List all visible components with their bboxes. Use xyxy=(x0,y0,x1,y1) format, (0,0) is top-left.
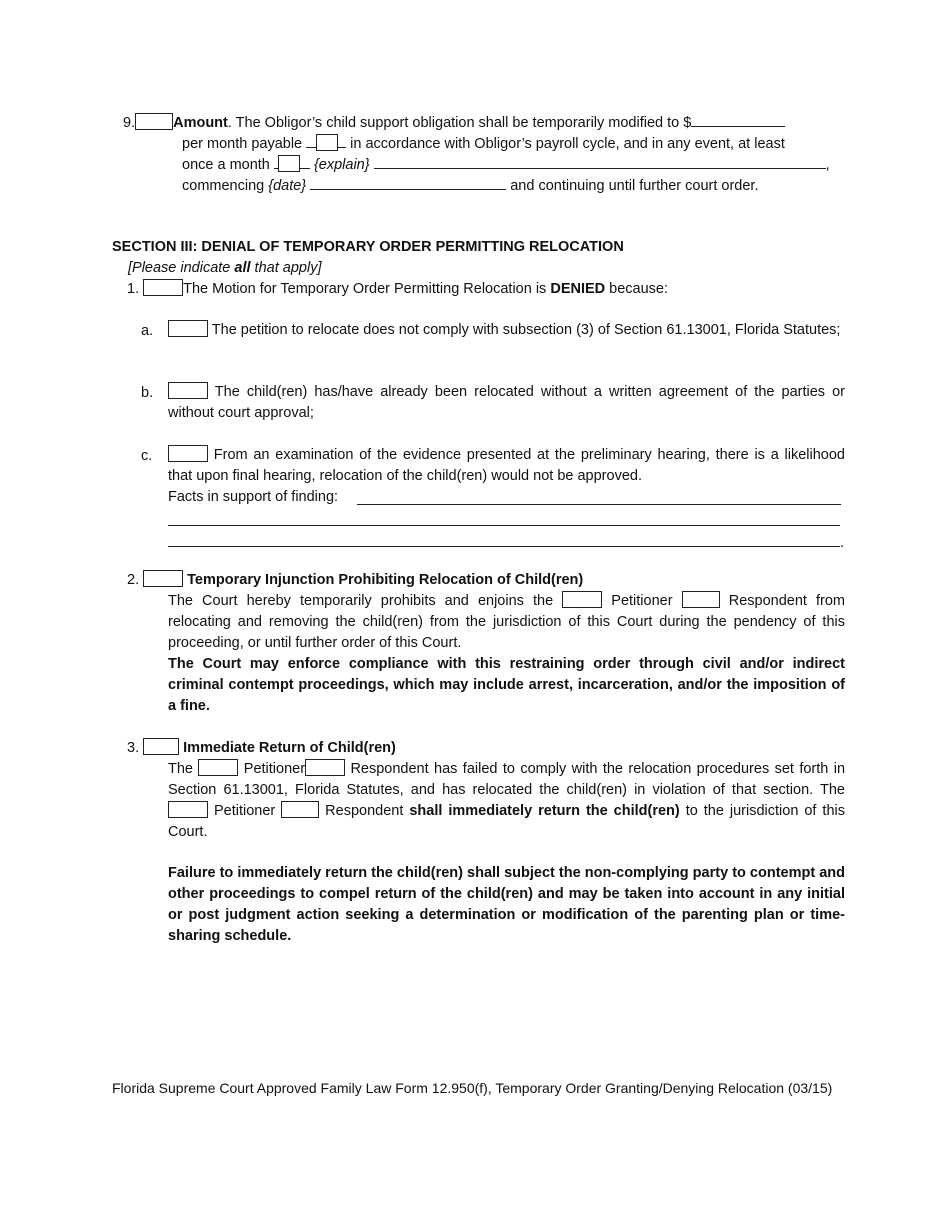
item2-checkbox[interactable] xyxy=(143,570,183,587)
item2-title: Temporary Injunction Prohibiting Relocation of Child(ren) xyxy=(187,572,584,588)
facts-field-1[interactable] xyxy=(357,504,841,505)
item9-payroll-text: in accordance with Obligor’s payroll cycle, and in any event, at least xyxy=(350,136,785,152)
item9-line4 xyxy=(182,175,758,195)
item9-continuing: and continuing until further court order. xyxy=(510,178,759,194)
item3-checkbox[interactable] xyxy=(143,738,179,755)
item1c-label: c. xyxy=(141,448,153,464)
facts-field-2[interactable] xyxy=(168,525,840,526)
item3-respondent-checkbox-1[interactable] xyxy=(305,759,345,776)
item9-line3: once a month {explain} , xyxy=(182,154,830,174)
footer: Florida Supreme Court Approved Family Law Form 12.950(f), Temporary Order Granting/Denying Relocation (03/15) xyxy=(112,1080,833,1096)
item1b-checkbox[interactable] xyxy=(168,382,208,399)
item9-explain: {explain} xyxy=(313,157,370,173)
item3-warning: Failure to immediately return the child(ren) shall subject the non-complying party to contempt and other proceedings to compel return of the child(ren) and may be taken into account in any initial or post judgment action seeking a determination or modification of the parenting plan or time-sharing schedule. xyxy=(168,865,845,944)
item3-number: 3. xyxy=(127,740,140,756)
explain-field[interactable] xyxy=(374,154,826,169)
item3-line xyxy=(127,738,396,758)
item9-text: . The Obligor’s child support obligation shall be temporarily modified to $ xyxy=(227,115,692,131)
denied-label: DENIED xyxy=(550,281,606,297)
item1-number: 1. xyxy=(127,281,140,297)
item3-respondent-checkbox-2[interactable] xyxy=(281,801,319,818)
item2-respondent-checkbox[interactable] xyxy=(682,591,720,608)
item9-date-label: {date} xyxy=(268,178,307,194)
item1-text: The Motion for Temporary Order Permitting Relocation is xyxy=(183,281,551,297)
item2-warning: The Court may enforce compliance with this restraining order through civil and/or indirect criminal contempt proceedings, which may include arrest, incarceration, and/or the imposition of a fine. xyxy=(168,656,845,714)
item2-number: 2. xyxy=(127,572,140,588)
item1a-label: a. xyxy=(141,323,154,339)
item1b-label: b. xyxy=(141,385,154,401)
item9-line2 xyxy=(182,133,785,153)
item1a-text: The petition to relocate does not comply with subsection (3) of Section 61.13001, Florida Statutes; xyxy=(168,320,845,341)
item3-petitioner-checkbox-1[interactable] xyxy=(198,759,238,776)
amount-field[interactable] xyxy=(691,112,785,127)
item3-text: The Petitioner Respondent has failed to comply with the relocation procedures set forth in Section 61.13001, Florida Statutes, and has relocated the child(ren) in violation of that section. The Petitioner Respondent shall immediately return the child(ren) to the jurisdiction of this Court. xyxy=(168,761,846,840)
item1-line: 1. The Motion for Temporary Order Permitting Relocation is DENIED because: xyxy=(127,281,669,297)
item9-commencing: commencing xyxy=(182,178,265,194)
facts-field-3[interactable] xyxy=(168,546,840,547)
item3-petitioner-checkbox-2[interactable] xyxy=(168,801,208,818)
item1-checkbox[interactable] xyxy=(143,279,183,296)
item9-line1 xyxy=(123,112,785,132)
item1c-text: From an examination of the evidence presented at the preliminary hearing, there is a likelihood that upon final hearing, relocation of the child(ren) would not be approved. xyxy=(168,447,845,484)
item9-title: Amount xyxy=(173,115,228,131)
once-month-checkbox[interactable] xyxy=(278,155,300,172)
item2-line xyxy=(127,570,583,590)
item2-petitioner-checkbox[interactable] xyxy=(562,591,602,608)
item3-title: Immediate Return of Child(ren) xyxy=(183,740,396,756)
item1c-checkbox[interactable] xyxy=(168,445,208,462)
item9-once-month: once a month xyxy=(182,157,270,173)
item2-text: The Court hereby temporarily prohibits and enjoins the Petitioner Respondent from relocating and removing the child(ren) from the jurisdiction of this Court during the pendency of this proceeding, or until further order of this Court. xyxy=(168,593,845,651)
section3-heading: SECTION III: DENIAL OF TEMPORARY ORDER PERMITTING RELOCATION xyxy=(112,239,624,255)
section3-instruction: [Please indicate all that apply] xyxy=(128,260,322,276)
item9-checkbox[interactable] xyxy=(135,113,173,130)
item9-number: 9. xyxy=(123,115,136,131)
payroll-cycle-checkbox[interactable] xyxy=(316,134,338,151)
item1a-checkbox[interactable] xyxy=(168,320,208,337)
item9-per-month: per month payable xyxy=(182,136,303,152)
item1b-text: The child(ren) has/have already been relocated without a written agreement of the parties or without court approval; xyxy=(168,384,845,421)
facts-label: Facts in support of finding: xyxy=(168,489,339,505)
date-field[interactable] xyxy=(310,175,506,190)
